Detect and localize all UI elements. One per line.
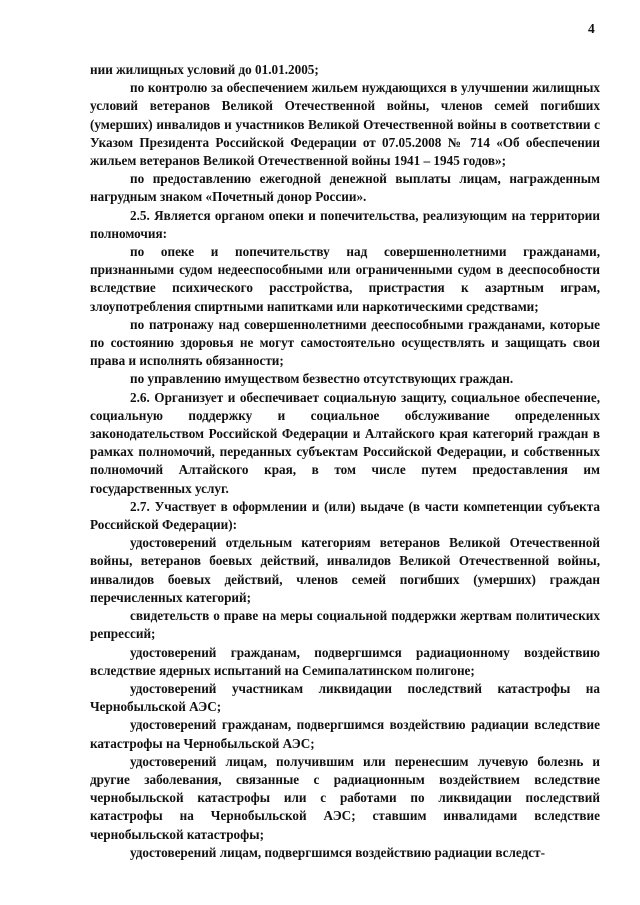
page-number: 4	[588, 21, 595, 36]
document-body	[90, 61, 600, 862]
paragraph: свидетельств о праве на меры социальной поддержки жертвам политических репрессий;	[90, 608, 600, 642]
paragraph: по контролю за обеспечением жильем нуждающихся в улучшении жилищных условий ветеранов Великой Отечественной войны, членов семей погибших (умерших) инвалидов и участников Великой Отечественной войны в соответствии с Указом Президента Российской Федерации от 07.05.2008 № 714 «Об обеспечении жильем ветеранов Великой Отечественной войны 1941 – 1945 годов»;	[90, 80, 600, 169]
paragraph: удостоверений гражданам, подвергшимся радиационному воздействию вследствие ядерных испытаний на Семипалатинском полигоне;	[90, 644, 600, 678]
paragraph: по предоставлению ежегодной денежной выплаты лицам, награжденным нагрудным знаком «Почетный донор России».	[90, 171, 600, 205]
paragraph: удостоверений лицам, подвергшимся воздействию радиации вследст-	[130, 844, 545, 860]
paragraph: удостоверений лицам, получившим или перенесшим лучевую болезнь и другие заболевания, связанные с радиационным воздействием вследствие чернобыльской катастрофы или с работами по ликвидации последствий катастрофы на Чернобыльской АЭС; ставшим инвалидами вследствие чернобыльской катастрофы;	[90, 753, 600, 842]
section-2-5-heading: 2.5. Является органом опеки и попечительства, реализующим на территории полномочия:	[90, 207, 600, 241]
paragraph: нии жилищных условий до 01.01.2005;	[90, 62, 319, 77]
paragraph: по опеке и попечительству над совершеннолетними гражданами, признанными судом недееспособными или ограниченными судом в дееспособности вследствие психического расстройства, пристрастия к азартным играм, злоупотребления спиртными напитками или наркотическими средствами;	[90, 244, 600, 314]
section-2-7-heading: 2.7. Участвует в оформлении и (или) выдаче (в части компетенции субъекта Российской Федерации):	[90, 498, 600, 533]
paragraph: по управлению имуществом безвестно отсутствующих граждан.	[130, 371, 514, 387]
section-2-6-paragraph: 2.6. Организует и обеспечивает социальную защиту, социальное обеспечение, социальную поддержку и социальное обслуживание определенных законодательством Российской Федерации и Алтайского края категорий граждан в рамках полномочий, переданных субъектам Российской Федерации, и собственных полномочий Алтайского края, в том числе путем предоставления им государственных услуг.	[90, 389, 600, 496]
paragraph: удостоверений участникам ликвидации последствий катастрофы на Чернобыльской АЭС;	[90, 680, 600, 715]
paragraph: по патронажу над совершеннолетними дееспособными гражданами, которые по состоянию здоровья не могут самостоятельно осуществлять и защищать свои права и исполнять обязанности;	[90, 316, 600, 369]
paragraph: удостоверений гражданам, подвергшимся воздействию радиации вследствие катастрофы на Чернобыльской АЭС;	[90, 717, 600, 751]
paragraph: удостоверений отдельным категориям ветеранов Великой Отечественной войны, ветеранов боевых действий, инвалидов Великой Отечественной войны, инвалидов боевых действий, членов семей погибших (умерших) граждан перечисленных категорий;	[90, 535, 600, 605]
